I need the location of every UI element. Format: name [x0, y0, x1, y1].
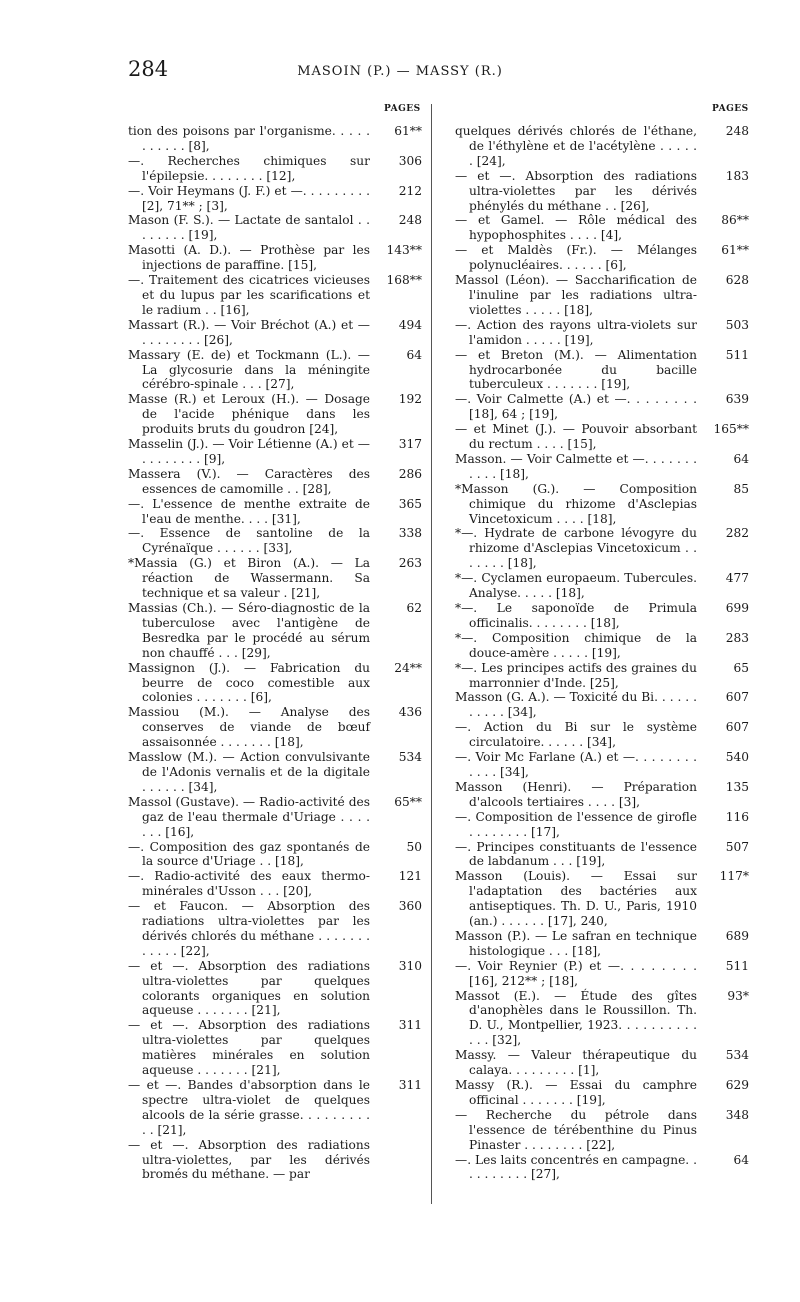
running-head: MASOIN (P.) — MASSY (R.) — [297, 64, 503, 79]
index-entry — [128, 840, 422, 870]
entry-page: 143** — [386, 243, 422, 258]
entry-text: —. Voir Reynier (P.) et —. . . . . . . . [16], 212** ; [18], — [455, 958, 697, 988]
entry-page: 121 — [398, 869, 422, 884]
entry-text: — et —. Absorption des radiations ultra-violettes par les dérivés phénylés du méthane . . [26], — [455, 168, 697, 213]
entry-page: 365 — [398, 496, 422, 511]
index-entry — [128, 124, 422, 154]
index-entry — [455, 482, 749, 527]
entry-text: —. Radio-activité des eaux thermo-minérales d'Usson . . . [20], — [128, 869, 370, 899]
entry-text: —. Composition de l'essence de girofle . . . . . . . . [17], — [455, 809, 697, 839]
entry-page: 310 — [398, 958, 422, 973]
index-entry — [128, 348, 422, 393]
index-entry — [455, 780, 749, 810]
index-entry — [128, 1138, 422, 1183]
entry-page: 534 — [725, 1048, 749, 1063]
entry-text: Massary (E. de) et Tockmann (L.). — La glycosurie dans la méningite cérébro-spinale . . . [27], — [128, 347, 370, 392]
index-entry — [128, 1018, 422, 1078]
index-entry — [455, 422, 749, 452]
index-entry — [455, 243, 749, 273]
index-entry — [455, 392, 749, 422]
entry-page: 511 — [725, 958, 749, 973]
entry-page: 540 — [725, 750, 749, 765]
entry-page: 192 — [398, 392, 422, 407]
entry-page: 283 — [725, 630, 749, 645]
index-entry — [455, 601, 749, 631]
entry-page: 338 — [398, 526, 422, 541]
index-entry — [455, 989, 749, 1049]
entry-page: 689 — [725, 928, 749, 943]
entry-text: Masselin (J.). — Voir Létienne (A.) et — . . . . . . . . [9], — [128, 437, 370, 466]
entry-text: Massol (Léon). — Saccharification de l'inuline par les radiations ultra-violettes . . . . . [18], — [455, 273, 697, 317]
entry-page: 248 — [725, 124, 749, 138]
entry-text: Masson. — Voir Calmette et —. . . . . . . . . . . [18], — [455, 451, 697, 481]
entry-page: 699 — [725, 601, 749, 615]
entry-text: —. L'essence de menthe extraite de l'eau de menthe. . . . [31], — [128, 496, 370, 526]
entry-text: quelques dérivés chlorés de l'éthane, de l'éthylène et de l'acétylène . . . . . . [24], — [455, 124, 697, 168]
entry-text: *Masson (G.). — Composition chimique du rhizome d'Asclepias Vincetoxicum . . . . [18], — [455, 481, 697, 526]
entry-text: — et Maldès (Fr.). — Mélanges polynucléaires. . . . . . [6], — [455, 243, 697, 273]
index-entry — [455, 869, 749, 929]
index-entry — [128, 556, 422, 601]
index-entry — [128, 318, 422, 348]
entry-text: —. Les laits concentrés en campagne. . . . . . . . . . [27], — [455, 1152, 697, 1182]
entry-text: — et —. Absorption des radiations ultra-violettes par quelques colorants organiques en solution aqueuse . . . . . . . [21], — [128, 958, 370, 1018]
entry-text: Massart (R.). — Voir Bréchot (A.) et — . . . . . . . . [26], — [128, 317, 370, 347]
index-entry — [128, 392, 422, 437]
entry-page: 50 — [406, 839, 422, 854]
index-entry — [455, 631, 749, 661]
entry-page: 64 — [733, 451, 749, 466]
entry-text: — et Breton (M.). — Alimentation hydrocarbonée du bacille tuberculeux . . . . . . . [19], — [455, 347, 697, 392]
index-entry — [128, 1078, 422, 1138]
index-entry — [128, 273, 422, 318]
index-entry — [455, 273, 749, 318]
entry-text: Masson (Louis). — Essai sur l'adaptation des bactéries aux antiseptiques. Th. D. U., Paris, 1910 (an.) . . . . . . [17], 240, — [455, 869, 697, 929]
right-column — [455, 124, 749, 1182]
index-entry — [128, 437, 422, 467]
index-entry — [455, 318, 749, 348]
entry-page: 317 — [398, 437, 422, 452]
entry-page: 183 — [725, 168, 749, 183]
entry-page: 263 — [398, 556, 422, 571]
entry-page: 436 — [398, 705, 422, 720]
entry-page: 64 — [406, 347, 422, 362]
entry-text: *Massia (G.) et Biron (A.). — La réaction de Wassermann. Sa technique et sa valeur . [21], — [128, 556, 370, 601]
entry-text: Masson (P.). — Le safran en technique histologique . . . [18], — [455, 928, 697, 958]
entry-page: 24** — [394, 660, 422, 675]
index-entry — [128, 497, 422, 527]
entry-page: 628 — [725, 273, 749, 288]
index-entry — [455, 213, 749, 243]
entry-text: —. Action du Bi sur le système circulatoire. . . . . . [34], — [455, 720, 697, 750]
entry-page: 494 — [398, 317, 422, 332]
entry-text: — et —. Bandes d'absorption dans le spectre ultra-violet de quelques alcools de la série grasse. . . . . . . . . . . [21], — [128, 1078, 370, 1137]
index-entry — [455, 1153, 749, 1183]
entry-text: — et Gamel. — Rôle médical des hypophosphites . . . . [4], — [455, 213, 697, 243]
entry-page: 61** — [721, 243, 749, 258]
index-entry — [455, 526, 749, 571]
index-entry — [128, 601, 422, 661]
entry-text: —. Composition des gaz spontanés de la source d'Uriage . . [18], — [128, 839, 370, 869]
entry-page: 629 — [725, 1078, 749, 1092]
index-entry — [128, 213, 422, 243]
entry-text: —. Voir Calmette (A.) et —. . . . . . . . [18], 64 ; [19], — [455, 392, 697, 422]
entry-page: 360 — [398, 899, 422, 914]
index-entry — [128, 869, 422, 899]
entry-page: 607 — [725, 690, 749, 705]
entry-page: 62 — [406, 601, 422, 615]
page-number: 284 — [128, 57, 169, 81]
entry-text: — et Minet (J.). — Pouvoir absorbant du rectum . . . . [15], — [455, 422, 697, 452]
entry-text: *—. Composition chimique de la douce-amère . . . . . [19], — [455, 630, 697, 660]
entry-page: 507 — [725, 839, 749, 854]
entry-page: 212 — [398, 183, 422, 198]
index-entry — [455, 810, 749, 840]
entry-text: Masson (G. A.). — Toxicité du Bi. . . . . . . . . . . [34], — [455, 690, 697, 720]
entry-text: Massy (R.). — Essai du camphre officinal . . . . . . . [19], — [455, 1078, 697, 1107]
index-entry — [128, 899, 422, 959]
pages-label-right: PAGES — [712, 104, 749, 114]
entry-page: 93* — [727, 988, 749, 1003]
entry-text: —. Traitement des cicatrices vicieuses et du lupus par les scarifications et le radium . . [16], — [128, 273, 370, 317]
entry-text: — Recherche du pétrole dans l'essence de térébenthine du Pinus Pinaster . . . . . . . . [22], — [455, 1107, 697, 1152]
index-entry — [455, 169, 749, 214]
entry-page: 64 — [733, 1152, 749, 1167]
index-entry — [455, 750, 749, 780]
entry-text: Massignon (J.). — Fabrication du beurre de coco comestible aux colonies . . . . . . . [6], — [128, 660, 370, 705]
index-entry — [455, 1108, 749, 1153]
entry-page: 248 — [398, 213, 422, 228]
entry-text: *—. Les principes actifs des graines du marronnier d'Inde. [25], — [455, 660, 697, 690]
index-entry — [128, 795, 422, 840]
entry-text: Massiou (M.). — Analyse des conserves de viande de bœuf assaisonnée . . . . . . . [18], — [128, 705, 370, 750]
entry-text: — et Faucon. — Absorption des radiations ultra-violettes par les dérivés chlorés du méthane . . . . . . . . . . . . [22], — [128, 899, 370, 958]
entry-page: 61** — [394, 124, 422, 138]
entry-text: *—. Hydrate de carbone lévogyre du rhizome d'Asclepias Vincetoxicum . . . . . . . [18], — [455, 526, 697, 571]
entry-page: 286 — [398, 466, 422, 481]
index-entry — [128, 467, 422, 497]
index-entry — [455, 452, 749, 482]
entry-text: Masson (Henri). — Préparation d'alcools tertiaires . . . . [3], — [455, 779, 697, 809]
entry-page: 311 — [398, 1018, 422, 1033]
entry-text: — et —. Absorption des radiations ultra-violettes par quelques matières minérales en solution aqueuse . . . . . . . [21], — [128, 1018, 370, 1078]
entry-text: Massot (E.). — Étude des gîtes d'anophèles dans le Roussillon. Th. D. U., Montpellier, 1923. . . . . . . . . . . . . [32], — [455, 988, 697, 1048]
entry-text: —. Recherches chimiques sur l'épilepsie. . . . . . . . [12], — [128, 153, 370, 183]
entry-page: 116 — [725, 809, 749, 824]
column-divider — [431, 104, 432, 1204]
entry-text: Mason (F. S.). — Lactate de santalol . . . . . . . . [19], — [128, 213, 370, 243]
index-entry — [455, 690, 749, 720]
entry-text: tion des poisons par l'organisme. . . . . . . . . . . [8], — [128, 124, 370, 153]
index-entry — [455, 929, 749, 959]
entry-text: *—. Cyclamen europaeum. Tubercules. Analyse. . . . . [18], — [455, 571, 697, 601]
entry-text: —. Essence de santoline de la Cyrénaïque . . . . . . [33], — [128, 526, 370, 556]
entry-text: —. Principes constituants de l'essence de labdanum . . . [19], — [455, 839, 697, 869]
entry-text: — et —. Absorption des radiations ultra-violettes, par les dérivés bromés du méthane. — par — [128, 1137, 370, 1182]
index-entry — [128, 705, 422, 750]
index-entry — [455, 1048, 749, 1078]
index-entry — [128, 154, 422, 184]
index-entry — [128, 959, 422, 1019]
entry-page: 607 — [725, 720, 749, 735]
entry-page: 639 — [725, 392, 749, 407]
index-entry — [455, 959, 749, 989]
entry-text: Masslow (M.). — Action convulsivante de l'Adonis vernalis et de la digitale . . . . . . [34], — [128, 750, 370, 794]
index-entry — [455, 571, 749, 601]
index-entry — [455, 840, 749, 870]
entry-text: —. Voir Heymans (J. F.) et —. . . . . . . . . [2], 71** ; [3], — [128, 183, 370, 213]
entry-text: *—. Le saponoïde de Primula officinalis. . . . . . . . [18], — [455, 601, 697, 630]
pages-label-left: PAGES — [384, 104, 421, 114]
index-entry — [455, 1078, 749, 1108]
entry-text: Massias (Ch.). — Séro-diagnostic de la tuberculose avec l'antigène de Besredka par le procédé au sérum non chauffé . . . [29], — [128, 601, 370, 660]
entry-page: 117* — [719, 869, 749, 884]
entry-page: 282 — [725, 526, 749, 541]
entry-page: 65 — [733, 660, 749, 675]
index-entry — [455, 348, 749, 393]
entry-page: 85 — [733, 481, 749, 496]
entry-text: Massera (V.). — Caractères des essences de camomille . . [28], — [128, 466, 370, 496]
left-column — [128, 124, 422, 1182]
entry-page: 477 — [725, 571, 749, 586]
entry-page: 65** — [394, 794, 422, 809]
entry-text: —. Action des rayons ultra-violets sur l'amidon . . . . . [19], — [455, 317, 697, 347]
index-entry — [128, 750, 422, 795]
entry-page: 135 — [725, 779, 749, 794]
entry-page: 168** — [386, 273, 422, 288]
entry-text: —. Voir Mc Farlane (A.) et —. . . . . . . . . . . . [34], — [455, 750, 697, 779]
entry-text: Massy. — Valeur thérapeutique du calaya. . . . . . . . . [1], — [455, 1048, 697, 1078]
entry-text: Masotti (A. D.). — Prothèse par les injections de paraffine. [15], — [128, 243, 370, 273]
entry-page: 311 — [398, 1078, 422, 1092]
entry-text: Masse (R.) et Leroux (H.). — Dosage de l'acide phénique dans les produits bruts du goudron [24], — [128, 392, 370, 437]
entry-text: Massol (Gustave). — Radio-activité des gaz de l'eau thermale d'Uriage . . . . . . . [16], — [128, 794, 370, 839]
entry-page: 306 — [398, 153, 422, 168]
index-entry — [455, 720, 749, 750]
index-entry — [455, 661, 749, 691]
entry-page: 348 — [725, 1107, 749, 1122]
entry-page: 503 — [725, 317, 749, 332]
index-entry — [128, 243, 422, 273]
entry-page: 534 — [398, 750, 422, 765]
index-entry — [128, 526, 422, 556]
entry-page: 165** — [713, 422, 749, 437]
index-entry — [128, 184, 422, 214]
entry-page: 86** — [721, 213, 749, 228]
index-entry — [128, 661, 422, 706]
entry-page: 511 — [725, 347, 749, 362]
index-entry — [455, 124, 749, 169]
